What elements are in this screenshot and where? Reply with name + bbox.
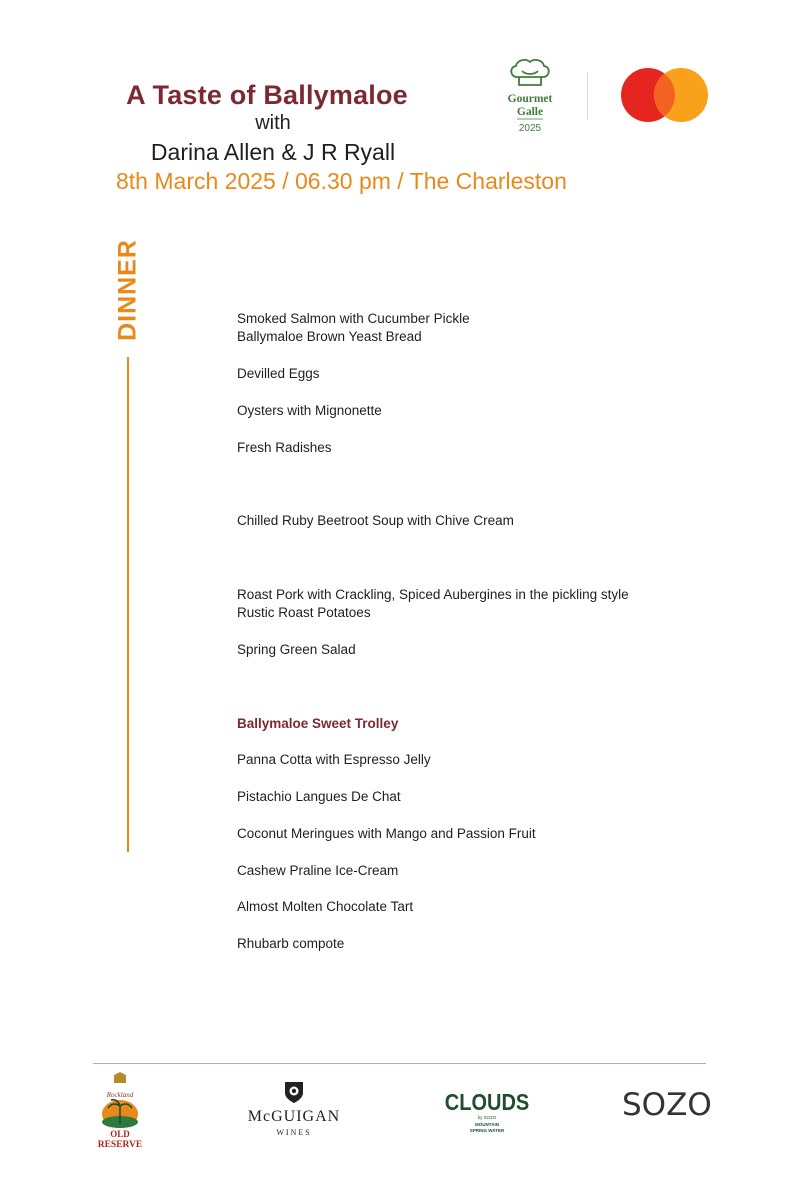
mcguigan-crest-icon: [282, 1080, 306, 1104]
section-label-dinner: DINNER: [113, 239, 142, 341]
menu-item: Fresh Radishes: [237, 440, 332, 455]
clouds-name: CLOUDS: [444, 1088, 530, 1116]
menu-item: Ballymaloe Brown Yeast Bread: [237, 329, 422, 344]
gourmet-line1: Gourmet: [507, 93, 553, 105]
menu-item: Chilled Ruby Beetroot Soup with Chive Cream: [237, 513, 514, 528]
event-title: A Taste of Ballymaloe: [126, 80, 408, 110]
clouds-by: by SOZO: [477, 1115, 497, 1120]
sozo-logo: SOZO: [622, 1087, 712, 1123]
gourmet-line2: Galle: [516, 106, 544, 118]
menu-item: Smoked Salmon with Cucumber Pickle: [237, 311, 470, 326]
gourmet-year: 2025: [518, 123, 542, 134]
menu-item: Roast Pork with Crackling, Spiced Aubergines in the pickling style: [237, 587, 629, 602]
mcguigan-name: McGUIGAN: [247, 1108, 341, 1125]
mcguigan-sub: WINES: [276, 1128, 312, 1137]
event-details: 8th March 2025 / 06.30 pm / The Charleston: [116, 168, 567, 194]
menu-item: Almost Molten Chocolate Tart: [237, 899, 414, 914]
old-reserve-top: Rockland: [106, 1091, 134, 1099]
gourmet-galle-logo: [500, 57, 560, 137]
menu-item: Oysters with Mignonette: [237, 403, 382, 418]
clouds-sub2: SPRING WATER: [469, 1128, 505, 1133]
mcguigan-logo: [244, 1080, 344, 1140]
hosts-name: Darina Allen & J R Ryall: [150, 139, 396, 165]
mastercard-logo: [620, 67, 710, 123]
menu-item: Spring Green Salad: [237, 642, 356, 657]
section-divider-line: [127, 357, 129, 852]
title-connector: with: [255, 112, 291, 134]
menu-item: Panna Cotta with Espresso Jelly: [237, 752, 431, 767]
clouds-sub1: MOUNTAIN: [475, 1122, 499, 1127]
old-reserve-line2: RESERVE: [97, 1140, 143, 1150]
footer-divider: [93, 1063, 706, 1064]
menu-item: Rhubarb compote: [237, 936, 345, 951]
menu-item: Devilled Eggs: [237, 366, 320, 381]
logo-divider: [587, 72, 588, 120]
clouds-logo: [444, 1086, 530, 1136]
menu-item: Cashew Praline Ice-Cream: [237, 863, 399, 878]
dessert-heading: Ballymaloe Sweet Trolley: [237, 716, 399, 731]
menu-item: Coconut Meringues with Mango and Passion Fruit: [237, 826, 536, 841]
old-reserve-logo: [90, 1072, 150, 1150]
old-reserve-line1: OLD: [110, 1129, 130, 1139]
menu-item: Pistachio Langues De Chat: [237, 789, 401, 804]
menu-item: Rustic Roast Potatoes: [237, 605, 371, 620]
